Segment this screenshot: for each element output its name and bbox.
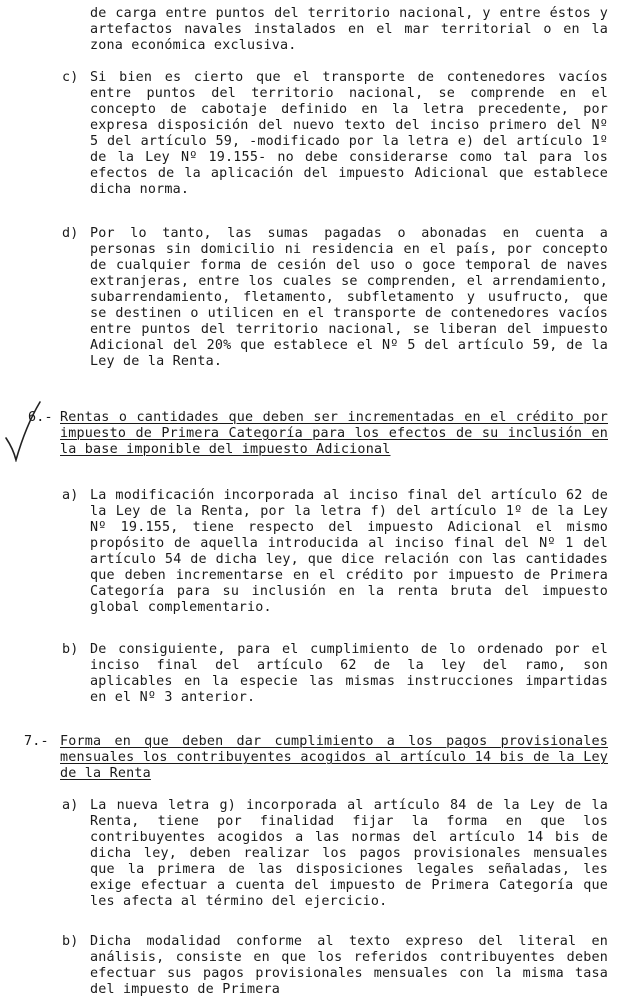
section-number: 7.- [24,734,49,749]
section-number: 6.- [28,410,53,425]
continuation-text: de carga entre puntos del territorio nacional, y entre éstos y artefactos navales instalados en el mar territorial o en la zona económica exclusiva. [90,6,608,53]
item-marker: b) [62,642,79,657]
section-title: Forma en que deben dar cumplimiento a los pagos provisionales mensuales los contribuyentes acogidos al artículo 14 bis de la Ley de la Renta [60,734,608,781]
item-text: La nueva letra g) incorporada al artículo 84 de la Ley de la Renta, tiene por finalidad fijar la forma en que los contribuyentes acogidos a las normas del artículo 14 bis de dicha ley, deben realizar los pagos provisionales mensuales que la primera de las disposiciones legales señaladas, les exige efectuar a cuenta del impuesto de Primera Categoría que les afecta al término del ejercicio. [90,798,608,909]
item-marker: b) [62,934,79,949]
item-text: De consiguiente, para el cumplimiento de lo ordenado por el inciso final del artículo 62 de la ley del ramo, son aplicables en la especie las mismas instrucciones impartidas en el Nº 3 anterior. [90,642,608,705]
item-marker: c) [62,70,79,85]
item-text: Por lo tanto, las sumas pagadas o abonadas en cuenta a personas sin domicilio ni residencia en el país, por concepto de cualquier forma de cesión del uso o goce temporal de naves extranjeras, entre los cuales se comprenden, el arrendamiento, subarrendamiento, fletamento, subfletamento y usufructo, que se destinen o utilicen en el transporte de contenedores vacíos entre puntos del territorio nacional, se liberan del impuesto Adicional del 20% que establece el Nº 5 del artículo 59, de la Ley de la Renta. [90,226,608,369]
item-text: Si bien es cierto que el transporte de contenedores vacíos entre puntos del territorio nacional, se comprende en el concepto de cabotaje definido en la letra precedente, por expresa disposición del nuevo texto del inciso primero del Nº 5 del artículo 59, -modificado por la letra e) del artículo 1º de la Ley Nº 19.155- no debe considerarse como tal para los efectos de la aplicación del impuesto Adicional que establece dicha norma. [90,70,608,197]
handwritten-check-icon [4,398,44,462]
item-text: La modificación incorporada al inciso final del artículo 62 de la Ley de la Renta, por la letra f) del artículo 1º de la Ley Nº 19.155, tiene respecto del impuesto Adicional el mismo propósito de aquella introducida al inciso final del Nº 1 del artículo 54 de dicha ley, que dice relación con las cantidades que deben incrementarse en el crédito por impuesto de Primera Categoría para su inclusión en la renta bruta del impuesto global complementario. [90,488,608,615]
item-text: Dicha modalidad conforme al texto expreso del literal en análisis, consiste en que los referidos contribuyentes deben efectuar sus pagos provisionales mensuales con la misma tasa del impuesto de Primera [90,934,608,997]
item-marker: a) [62,798,79,813]
section-title: Rentas o cantidades que deben ser incrementadas en el crédito por impuesto de Primera Categoría para los efectos de su inclusión en la base imponible del impuesto Adicional [60,410,608,457]
continuation-paragraph [90,6,608,54]
item-marker: a) [62,488,79,503]
item-marker: d) [62,226,79,241]
